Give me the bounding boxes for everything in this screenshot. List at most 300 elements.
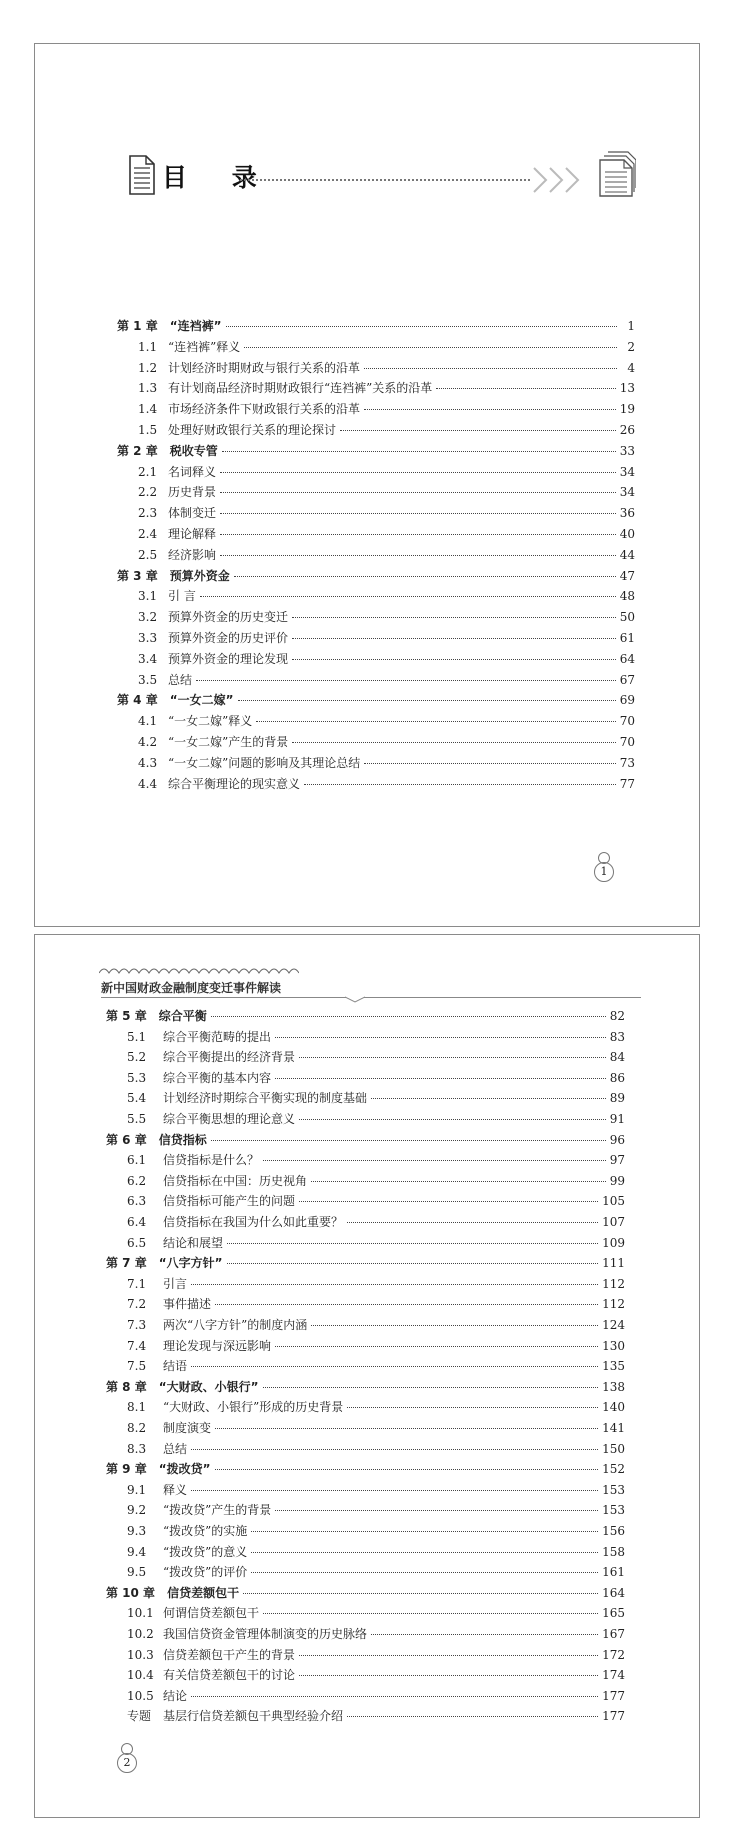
toc-entry-title: “连裆裤”释义 [168, 339, 241, 354]
toc-entry-title: “一女二嫁” [169, 693, 234, 708]
toc-entry-page: 36 [619, 506, 635, 521]
toc-entry-page: 84 [609, 1050, 625, 1065]
toc-entry-label [127, 1666, 295, 1683]
toc-entry-title: 基层行信贷差额包干典型经验介绍 [163, 1709, 344, 1724]
dot-leader [211, 1016, 606, 1017]
toc-entry-label [138, 359, 360, 376]
toc-entry-page: 158 [602, 1544, 625, 1559]
page-number: 1 [594, 862, 614, 882]
dot-leader [227, 1243, 598, 1244]
toc-entry-title: 综合平衡范畴的提出 [163, 1029, 272, 1044]
toc-entry-number: 5.4 [127, 1091, 147, 1106]
toc-entry-number: 9.5 [127, 1565, 147, 1580]
toc-entry-label [127, 1357, 187, 1374]
dot-leader [292, 638, 616, 639]
toc-entry-title: 预算外资金的历史变迁 [168, 610, 289, 625]
toc-entry-title: “拨改贷”的实施 [163, 1524, 248, 1538]
toc-section-entry[interactable] [127, 1069, 625, 1089]
toc-entry-number: 5.2 [127, 1050, 147, 1065]
dot-leader [220, 492, 616, 493]
toc-entry-title: 综合平衡 [158, 1009, 207, 1023]
toc-entry-label [138, 483, 216, 500]
toc-entry-page: 177 [602, 1709, 625, 1724]
toc-entry-label [106, 1378, 259, 1395]
toc-entry-page: 64 [619, 651, 635, 666]
toc-entry-page: 34 [619, 464, 635, 479]
toc-entry-number: 专题 [127, 1709, 152, 1724]
toc-entry-page: 164 [602, 1585, 625, 1600]
toc-entry-number: 4.4 [138, 776, 158, 791]
toc-entry-label [138, 546, 216, 563]
toc-entry-number: 4.1 [138, 714, 158, 729]
toc-entry-title: 信贷指标在中国：历史视角 [163, 1173, 308, 1188]
toc-entry-label [117, 567, 230, 584]
toc-entry-title: 有计划商品经济时期财政银行“连裆裤”关系的沿革 [168, 381, 433, 396]
dot-leader [200, 596, 616, 597]
toc-entry-number: 3.3 [138, 631, 158, 645]
toc-chapter-entry[interactable] [106, 1378, 625, 1398]
toc-entry-title: 预算外资金的理论发现 [168, 651, 289, 666]
toc-section-entry[interactable] [127, 1501, 625, 1521]
toc-section-entry[interactable] [138, 587, 635, 607]
toc-entry-title: “八字方针” [158, 1256, 223, 1271]
toc-chapter-entry[interactable] [106, 1007, 625, 1027]
dot-leader [215, 1469, 599, 1470]
toc-entry-number: 5.1 [127, 1029, 147, 1044]
toc-page-2 [34, 934, 700, 1818]
dot-leader [304, 784, 616, 785]
toc-entry-title: “大财政、小银行” [158, 1379, 259, 1394]
toc-section-entry[interactable] [138, 629, 635, 649]
toc-section-entry[interactable] [127, 1646, 625, 1666]
dot-leader [292, 659, 616, 660]
toc-entry-page: 138 [602, 1379, 625, 1394]
toc-entry-number: 第 7 章 [106, 1256, 147, 1271]
toc-entry-title: 理论解释 [168, 527, 217, 541]
toc-entry-page: 177 [602, 1688, 625, 1703]
toc-entry-label [138, 338, 240, 355]
toc-section-entry[interactable] [127, 1316, 625, 1336]
dot-leader [211, 1140, 606, 1141]
dot-leader [292, 617, 616, 618]
toc-section-entry[interactable] [127, 1357, 625, 1377]
toc-entry-page: 105 [602, 1194, 625, 1209]
running-header-title: 新中国财政金融制度变迁事件解读 [101, 981, 282, 995]
toc-section-entry[interactable] [127, 1563, 625, 1583]
toc-entry-title: 引言 [163, 1276, 188, 1291]
toc-chapter-entry[interactable] [106, 1460, 625, 1480]
toc-section-entry[interactable] [138, 546, 635, 566]
toc-entry-label [138, 671, 192, 688]
toc-entry-number: 2.1 [138, 464, 158, 479]
toc-entry-label [127, 1069, 271, 1086]
toc-section-entry[interactable] [138, 650, 635, 670]
toc-entry-title: 何谓信贷差额包干 [163, 1606, 260, 1621]
dot-leader [251, 1552, 598, 1553]
toc-section-entry[interactable] [138, 421, 635, 441]
toc-entry-title: 信贷差额包干产生的背景 [163, 1647, 296, 1662]
toc-entry-label [127, 1419, 211, 1436]
toc-entry-page: 70 [619, 714, 635, 729]
dot-leader [191, 1696, 598, 1697]
toc-entry-label [127, 1048, 295, 1065]
toc-entry-page: 1 [627, 319, 635, 333]
toc-entry-title: 预算外资金的历史评价 [168, 631, 289, 645]
toc-entry-number: 第 6 章 [106, 1132, 147, 1147]
toc-entry-title: 信贷指标在我国为什么如此重要？ [163, 1215, 344, 1229]
toc-entry-page: 69 [619, 693, 635, 708]
dot-leader [340, 430, 616, 431]
toc-entry-label [106, 1254, 223, 1271]
toc-entry-label [127, 1501, 271, 1518]
toc-section-entry[interactable] [127, 1440, 625, 1460]
toc-section-entry[interactable] [138, 525, 635, 545]
toc-entry-title: “一女二嫁”产生的背景 [168, 735, 289, 749]
toc-entry-page: 26 [619, 423, 635, 437]
toc-entry-number: 2.4 [138, 527, 158, 541]
toc-entry-page: 40 [619, 527, 635, 541]
toc-entry-title: 信贷指标可能产生的问题 [163, 1194, 296, 1209]
dot-leader [220, 513, 616, 514]
dot-leader [263, 1160, 606, 1161]
toc-entry-title: 结论 [163, 1688, 188, 1703]
toc-entry-title: 总结 [163, 1441, 188, 1456]
toc-entry-number: 9.1 [127, 1482, 147, 1497]
dot-leader [251, 1531, 598, 1532]
toc-entry-label [127, 1028, 271, 1045]
toc-entry-page: 97 [609, 1153, 625, 1168]
toc-entry-label [127, 1295, 211, 1312]
dot-leader [364, 368, 617, 369]
toc-entry-number: 3.4 [138, 651, 158, 666]
toc-chapter-entry[interactable] [117, 567, 635, 587]
toc-entry-title: “大财政、小银行”形成的历史背景 [163, 1400, 344, 1415]
toc-entry-title: 处理好财政银行关系的理论探讨 [168, 423, 337, 437]
toc-entry-title: 制度演变 [163, 1421, 212, 1435]
toc-entry-page: 83 [609, 1029, 625, 1044]
toc-section-entry[interactable] [127, 1234, 625, 1254]
toc-section-entry[interactable] [127, 1275, 625, 1295]
toc-entry-label [127, 1151, 259, 1168]
toc-entry-title: “一女二嫁”释义 [168, 714, 253, 729]
toc-entry-page: 112 [602, 1297, 625, 1312]
toc-entry-number: 3.5 [138, 672, 158, 687]
toc-entry-label [127, 1543, 247, 1560]
toc-entry-label [127, 1192, 295, 1209]
toc-entry-label [138, 629, 288, 646]
header-notch-ornament [345, 993, 365, 1003]
toc-entry-number: 7.3 [127, 1318, 147, 1332]
toc-entry-number: 6.5 [127, 1235, 147, 1250]
dot-leader [364, 763, 615, 764]
dot-leader [220, 534, 616, 535]
toc-entry-page: 130 [602, 1338, 625, 1353]
toc-entry-label [127, 1316, 307, 1333]
toc-entry-page: 47 [619, 568, 635, 583]
dot-leader [275, 1037, 606, 1038]
toc-chapter-entry[interactable] [117, 691, 635, 711]
toc-section-entry[interactable] [138, 359, 635, 379]
toc-entry-page: 156 [602, 1524, 625, 1538]
toc-entry-label [127, 1213, 343, 1230]
toc-entry-page: 152 [602, 1462, 625, 1477]
toc-entry-title: “拨改贷”产生的背景 [163, 1503, 272, 1518]
toc-section-entry[interactable] [127, 1543, 625, 1563]
toc-entry-page: 99 [609, 1173, 625, 1188]
dot-leader [299, 1655, 598, 1656]
toc-section-entry[interactable] [127, 1419, 625, 1439]
dot-leader [256, 721, 615, 722]
dot-leader [371, 1634, 598, 1635]
toc-entry-label [127, 1563, 247, 1580]
toc-entry-page: 91 [609, 1112, 625, 1126]
toc-entry-label [127, 1110, 295, 1127]
toc-section-entry[interactable] [127, 1028, 625, 1048]
toc-entry-title: 经济影响 [168, 547, 217, 562]
toc-section-entry[interactable] [127, 1687, 625, 1707]
dot-leader [191, 1284, 598, 1285]
toc-section-entry[interactable] [127, 1481, 625, 1501]
toc-section-entry[interactable] [127, 1172, 625, 1192]
toc-entry-number: 2.5 [138, 547, 158, 562]
toc-entry-number: 第 3 章 [117, 568, 158, 583]
toc-section-entry[interactable] [138, 504, 635, 524]
toc-entry-title: 市场经济条件下财政银行关系的沿革 [168, 402, 361, 417]
dot-leader [191, 1366, 598, 1367]
toc-entry-number: 第 10 章 [106, 1585, 156, 1600]
toc-section-entry[interactable] [138, 379, 635, 399]
toc-entry-label [127, 1234, 223, 1251]
toc-section-entry[interactable] [127, 1151, 625, 1171]
page-title: 目 录 [162, 163, 275, 192]
toc-entry-title: 信贷指标是什么？ [163, 1153, 260, 1168]
dot-leader [275, 1346, 598, 1347]
toc-entry-label [138, 379, 432, 396]
toc-entry-number: 5.3 [127, 1070, 147, 1085]
toc-entry-title: 计划经济时期财政与银行关系的沿革 [168, 360, 361, 375]
stacked-documents-icon [596, 150, 636, 198]
toc-entry-title: “一女二嫁”问题的影响及其理论总结 [168, 755, 361, 770]
toc-section-entry[interactable] [127, 1192, 625, 1212]
toc-entry-number: 9.3 [127, 1524, 147, 1538]
toc-section-entry[interactable] [138, 712, 635, 732]
toc-entry-label [127, 1440, 187, 1457]
toc-section-entry[interactable] [127, 1213, 625, 1233]
toc-entry-title: 预算外资金 [169, 568, 230, 583]
dot-leader [243, 1593, 598, 1594]
toc-entry-page: 140 [602, 1400, 625, 1415]
toc-entry-label [138, 587, 196, 604]
chevron-arrows-icon [530, 162, 590, 198]
toc-entry-page: 161 [602, 1565, 625, 1580]
toc-entry-page: 70 [619, 735, 635, 749]
toc-entry-label [127, 1707, 343, 1724]
toc-entry-page: 107 [602, 1215, 625, 1229]
dot-leader [191, 1490, 598, 1491]
toc-entry-label [138, 463, 216, 480]
toc-entry-page: 50 [619, 610, 635, 625]
toc-entry-title: 计划经济时期综合平衡实现的制度基础 [163, 1091, 368, 1106]
toc-entry-number: 4.2 [138, 735, 158, 749]
toc-section-entry[interactable] [138, 338, 635, 358]
dot-leader [263, 1387, 599, 1388]
toc-title-bar [130, 152, 650, 206]
toc-entry-page: 77 [619, 776, 635, 791]
toc-entry-title: 信贷指标 [158, 1132, 207, 1147]
dot-leader [275, 1510, 598, 1511]
dot-leader [251, 1572, 598, 1573]
toc-entry-title: 有关信贷差额包干的讨论 [163, 1668, 296, 1683]
toc-section-entry[interactable] [138, 400, 635, 420]
toc-page-1 [34, 43, 700, 927]
toc-section-entry[interactable] [138, 733, 635, 753]
toc-section-entry[interactable] [127, 1666, 625, 1686]
dot-leader [364, 409, 616, 410]
toc-section-entry[interactable] [127, 1604, 625, 1624]
toc-section-entry[interactable] [127, 1398, 625, 1418]
toc-entry-label [106, 1007, 207, 1024]
toc-entry-label [106, 1131, 207, 1148]
toc-entry-label [127, 1172, 307, 1189]
toc-entry-number: 4.3 [138, 755, 158, 770]
toc-entry-number: 第 5 章 [106, 1009, 147, 1023]
toc-entry-page: 135 [602, 1359, 625, 1374]
toc-entry-title: 总结 [168, 672, 193, 687]
toc-entry-title: 历史背景 [168, 485, 217, 500]
dot-leader [347, 1222, 598, 1223]
toc-section-entry[interactable] [138, 483, 635, 503]
toc-entry-title: 体制变迁 [168, 506, 217, 521]
title-dotted-line [240, 179, 530, 181]
toc-section-entry[interactable] [127, 1295, 625, 1315]
toc-section-entry[interactable] [138, 608, 635, 628]
dot-leader [215, 1304, 598, 1305]
toc-chapter-entry[interactable] [117, 442, 635, 462]
dot-leader [234, 576, 616, 577]
dot-leader [196, 680, 616, 681]
toc-entry-title: “拨改贷”的评价 [163, 1565, 248, 1580]
toc-entry-label [138, 608, 288, 625]
toc-entry-page: 174 [602, 1668, 625, 1683]
toc-entry-page: 67 [619, 672, 635, 687]
toc-entry-label [127, 1089, 367, 1106]
dot-leader [347, 1716, 598, 1717]
toc-entry-label [117, 691, 234, 708]
toc-section-entry[interactable] [138, 775, 635, 795]
toc-section-entry[interactable] [138, 463, 635, 483]
toc-entry-number: 8.1 [127, 1400, 147, 1415]
toc-entry-number: 5.5 [127, 1112, 147, 1126]
toc-entry-number: 第 2 章 [117, 443, 158, 458]
toc-entry-number: 1.2 [138, 360, 158, 375]
dot-leader [371, 1098, 606, 1099]
toc-entry-label [127, 1625, 367, 1642]
toc-entry-label [138, 400, 360, 417]
toc-entry-label [138, 733, 288, 750]
toc-entry-label [127, 1646, 295, 1663]
toc-entry-title: 我国信贷资金管理体制演变的历史脉络 [163, 1627, 368, 1641]
toc-entry-page: 124 [602, 1318, 625, 1332]
toc-section-entry[interactable] [138, 754, 635, 774]
toc-entry-title: 结论和展望 [163, 1235, 224, 1250]
toc-entry-page: 96 [609, 1132, 625, 1147]
toc-section-entry[interactable] [127, 1707, 625, 1727]
toc-entry-page: 153 [602, 1503, 625, 1518]
toc-entry-number: 6.4 [127, 1215, 147, 1229]
dot-leader [299, 1119, 606, 1120]
dot-leader [238, 700, 616, 701]
toc-chapter-entry[interactable] [106, 1254, 625, 1274]
dot-leader [299, 1057, 606, 1058]
toc-entry-label [127, 1398, 343, 1415]
toc-entry-title: 理论发现与深远影响 [163, 1338, 272, 1353]
toc-entry-number: 2.2 [138, 485, 158, 500]
toc-entry-number: 6.2 [127, 1173, 147, 1188]
toc-entry-label [127, 1687, 187, 1704]
toc-entry-page: 86 [609, 1070, 625, 1085]
toc-chapter-entry[interactable] [106, 1584, 625, 1604]
toc-entry-label [138, 525, 216, 542]
toc-entry-page: 48 [619, 589, 635, 604]
toc-entry-number: 2.3 [138, 506, 158, 521]
toc-entry-page: 13 [619, 381, 635, 396]
toc-entry-page: 89 [609, 1091, 625, 1106]
dot-leader [215, 1428, 598, 1429]
toc-entry-title: 结语 [163, 1359, 188, 1374]
toc-entry-label [138, 754, 360, 771]
toc-entry-page: 153 [602, 1482, 625, 1497]
toc-section-entry[interactable] [127, 1110, 625, 1130]
toc-entry-page: 4 [627, 360, 635, 375]
toc-entry-number: 7.4 [127, 1338, 147, 1353]
toc-entry-title: 综合平衡的基本内容 [163, 1070, 272, 1085]
dot-leader [244, 347, 617, 348]
toc-section-entry[interactable] [127, 1048, 625, 1068]
toc-chapter-entry[interactable] [106, 1131, 625, 1151]
toc-section-entry[interactable] [127, 1089, 625, 1109]
toc-entry-page: 111 [602, 1256, 625, 1271]
toc-entry-number: 9.2 [127, 1503, 147, 1518]
dot-leader [191, 1449, 598, 1450]
toc-entry-number: 1.1 [138, 339, 158, 354]
toc-entry-number: 6.1 [127, 1153, 147, 1168]
dot-leader [220, 555, 616, 556]
toc-chapter-entry[interactable] [117, 317, 635, 337]
toc-entry-title: 综合平衡提出的经济背景 [163, 1050, 296, 1065]
toc-entry-page: 165 [602, 1606, 625, 1621]
toc-entry-number: 7.5 [127, 1359, 147, 1374]
toc-entry-title: “连裆裤” [169, 319, 222, 333]
toc-entry-title: 税收专管 [169, 443, 218, 458]
toc-section-entry[interactable] [127, 1522, 625, 1542]
toc-entry-number: 8.3 [127, 1441, 147, 1456]
toc-entry-number: 6.3 [127, 1194, 147, 1209]
toc-entry-number: 10.4 [127, 1668, 154, 1683]
toc-section-entry[interactable] [138, 671, 635, 691]
toc-entry-page: 19 [619, 402, 635, 417]
toc-entry-number: 第 8 章 [106, 1379, 147, 1394]
toc-entry-number: 10.1 [127, 1606, 154, 1621]
dot-leader [311, 1181, 606, 1182]
dot-leader [222, 451, 616, 452]
toc-section-entry[interactable] [127, 1625, 625, 1645]
toc-entry-title: 事件描述 [163, 1297, 212, 1312]
toc-entry-label [106, 1584, 239, 1601]
toc-section-entry[interactable] [127, 1337, 625, 1357]
toc-entry-label [138, 650, 288, 667]
toc-entry-number: 第 9 章 [106, 1462, 147, 1477]
toc-entry-page: 82 [609, 1009, 625, 1023]
